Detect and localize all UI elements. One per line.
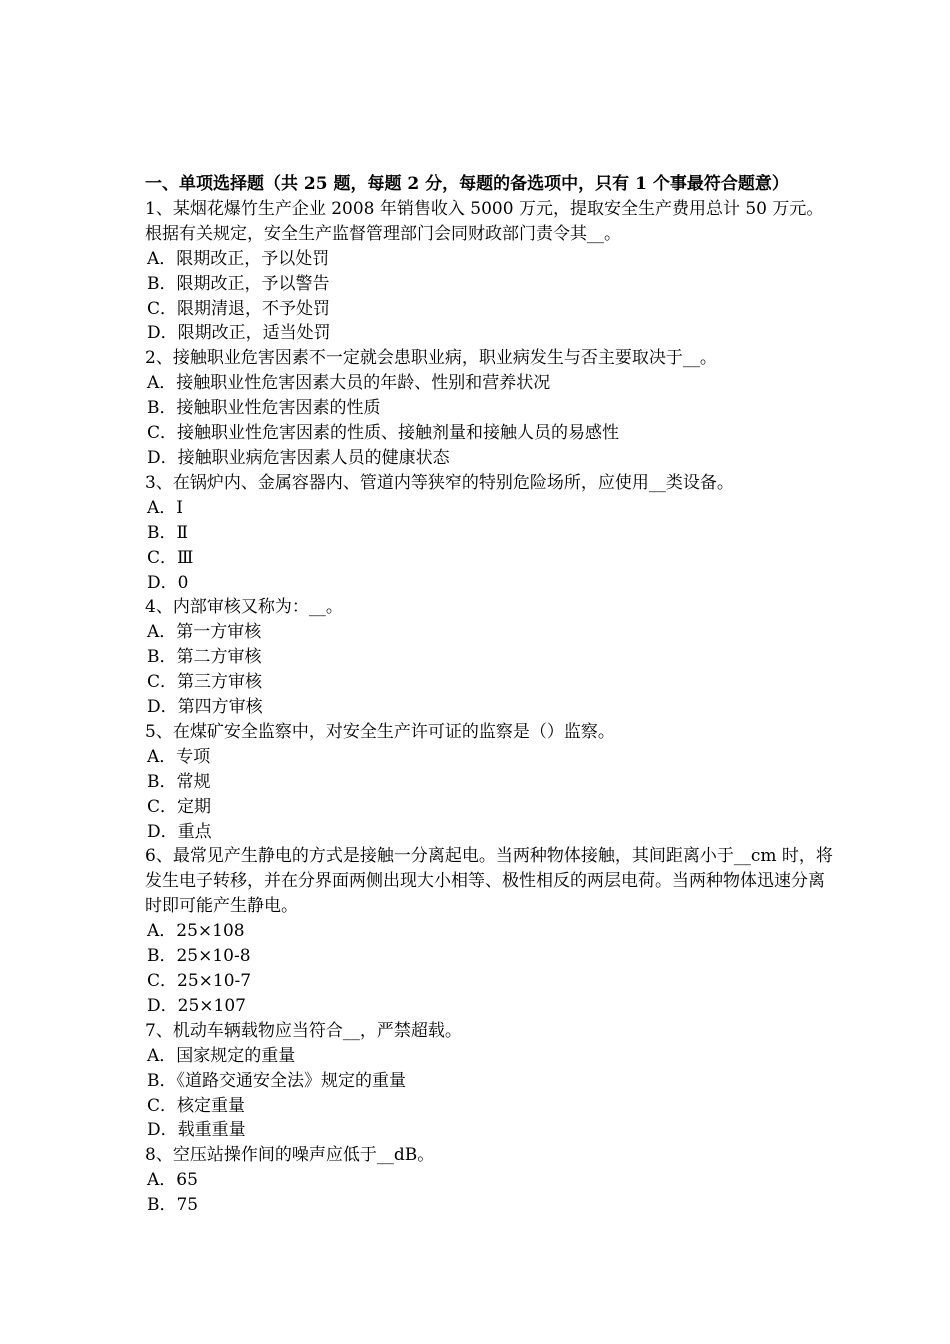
- question-option: D．第四方审核: [147, 697, 263, 718]
- question-7: [145, 1019, 835, 1144]
- question-option: D．限期改正，适当处罚: [147, 323, 331, 344]
- question-option: D．25×107: [147, 995, 246, 1016]
- document-page: [145, 172, 835, 1218]
- question-option: C．25×10-7: [147, 971, 252, 991]
- question-option: C．Ⅲ: [147, 547, 194, 568]
- question-option: B．《道路交通安全法》规定的重量: [147, 1070, 406, 1091]
- question-option: D．接触职业病危害因素人员的健康状态: [147, 447, 450, 468]
- question-stem: 7、机动车辆载物应当符合__，严禁超载。: [145, 1020, 462, 1041]
- question-stem: 4、内部审核又称为：__。: [145, 597, 343, 618]
- question-6: [145, 844, 835, 1018]
- question-option: A．65: [147, 1170, 198, 1191]
- question-stem: 2、接触职业危害因素不一定就会患职业病，职业病发生与否主要取决于__。: [145, 348, 717, 369]
- question-option: B．第二方审核: [147, 647, 262, 668]
- question-option: B．接触职业性危害因素的性质: [147, 398, 381, 419]
- question-option: A．25×108: [147, 921, 245, 942]
- question-1: [145, 197, 835, 346]
- question-5: [145, 720, 835, 845]
- question-option: B．常规: [147, 771, 211, 792]
- question-stem: 5、在煤矿安全监察中，对安全生产许可证的监察是（）监察。: [145, 721, 615, 742]
- question-option: A．专项: [147, 746, 211, 767]
- question-stem: 6、最常见产生静电的方式是接触一分离起电。当两种物体接触，其间距离小于__cm 时，将发生电子转移，并在分界面两侧出现大小相等、极性相反的两层电荷。当两种物体迅速分离时即可能产生静电。: [145, 846, 833, 917]
- question-list: [145, 197, 835, 1218]
- question-stem: 8、空压站操作间的噪声应低于__dB。: [145, 1145, 435, 1166]
- question-option: C．限期清退，不予处罚: [147, 298, 331, 319]
- question-4: [145, 595, 835, 720]
- question-8: [145, 1143, 835, 1218]
- question-option: B．Ⅱ: [147, 522, 189, 543]
- question-option: C．第三方审核: [147, 672, 263, 693]
- question-option: B．限期改正，予以警告: [147, 273, 330, 294]
- question-2: [145, 346, 835, 471]
- question-option: C．定期: [147, 796, 212, 817]
- question-option: C．核定重量: [147, 1095, 246, 1116]
- question-stem: 1、某烟花爆竹生产企业 2008 年销售收入 5000 万元，提取安全生产费用总计 50 万元。根据有关规定，安全生产监督管理部门会同财政部门责令其__。: [145, 198, 824, 244]
- question-option: B．75: [147, 1195, 199, 1216]
- question-option: D．重点: [147, 821, 212, 842]
- question-stem: 3、在锅炉内、金属容器内、管道内等狭窄的特别危险场所，应使用__类设备。: [145, 472, 734, 493]
- question-option: A．国家规定的重量: [147, 1045, 296, 1066]
- question-option: A．接触职业性危害因素大员的年龄、性别和营养状况: [147, 373, 551, 394]
- question-option: A．限期改正，予以处罚: [147, 248, 330, 269]
- question-option: D．载重重量: [147, 1120, 246, 1141]
- question-option: D．0: [147, 572, 189, 593]
- question-option: C．接触职业性危害因素的性质、接触剂量和接触人员的易感性: [147, 423, 620, 444]
- section-heading: 一、单项选择题（共 25 题，每题 2 分，每题的备选项中，只有 1 个事最符合题意）: [145, 174, 789, 194]
- question-3: [145, 471, 835, 596]
- question-option: A．第一方审核: [147, 622, 262, 643]
- question-option: B．25×10-8: [147, 946, 251, 967]
- question-option: A．Ⅰ: [147, 497, 183, 518]
